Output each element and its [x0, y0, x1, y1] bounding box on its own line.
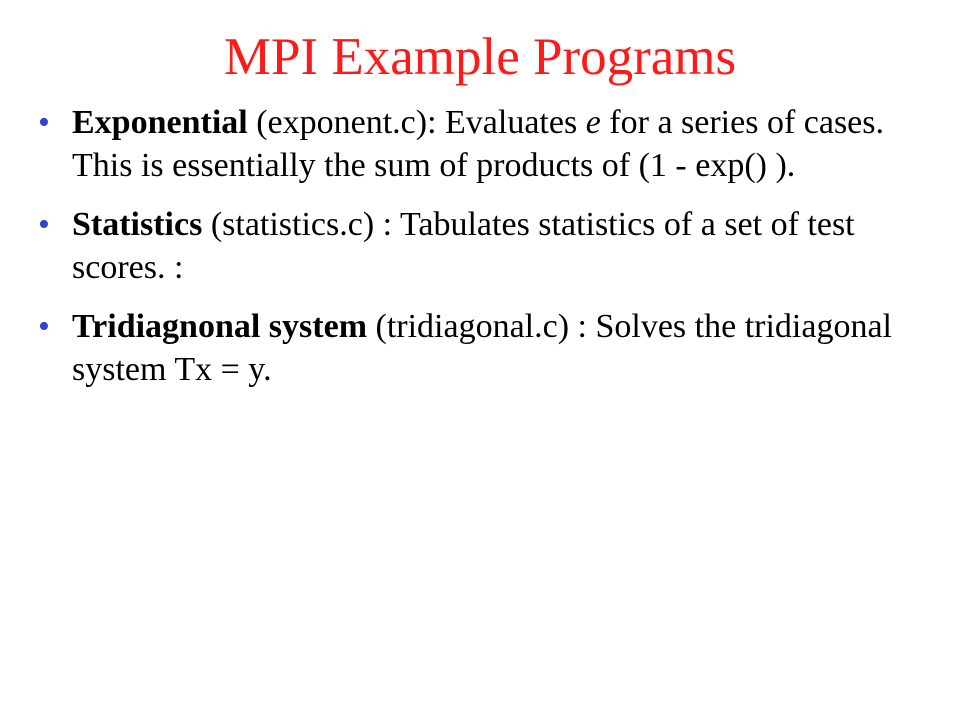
bullet-text: (exponent.c): Evaluates: [247, 104, 586, 141]
bullet-emphasis: e: [585, 104, 601, 141]
bullet-item-tridiagonal: [0, 305, 960, 391]
bullet-keyword: Statistics: [72, 206, 203, 243]
bullet-keyword: Exponential: [72, 104, 248, 141]
bullet-icon: •: [38, 308, 50, 345]
bullet-icon: •: [38, 104, 50, 141]
bullet-keyword: Tridiagnonal system: [72, 308, 368, 345]
bullet-text: (tridiagonal.c) : Solves the tridiagonal system Tx = y.: [72, 308, 892, 388]
slide-title: MPI Example Programs: [223, 28, 737, 86]
bullet-item-statistics: [0, 203, 960, 289]
bullet-list: [0, 101, 960, 407]
bullet-icon: •: [38, 206, 50, 243]
bullet-text-continued: for a series of cases. This is essentially the sum of products of (1 - exp() ).: [72, 104, 885, 184]
bullet-text: (statistics.c) : Tabulates statistics of a set of test scores. :: [72, 206, 855, 286]
bullet-item-exponential: [0, 101, 960, 187]
